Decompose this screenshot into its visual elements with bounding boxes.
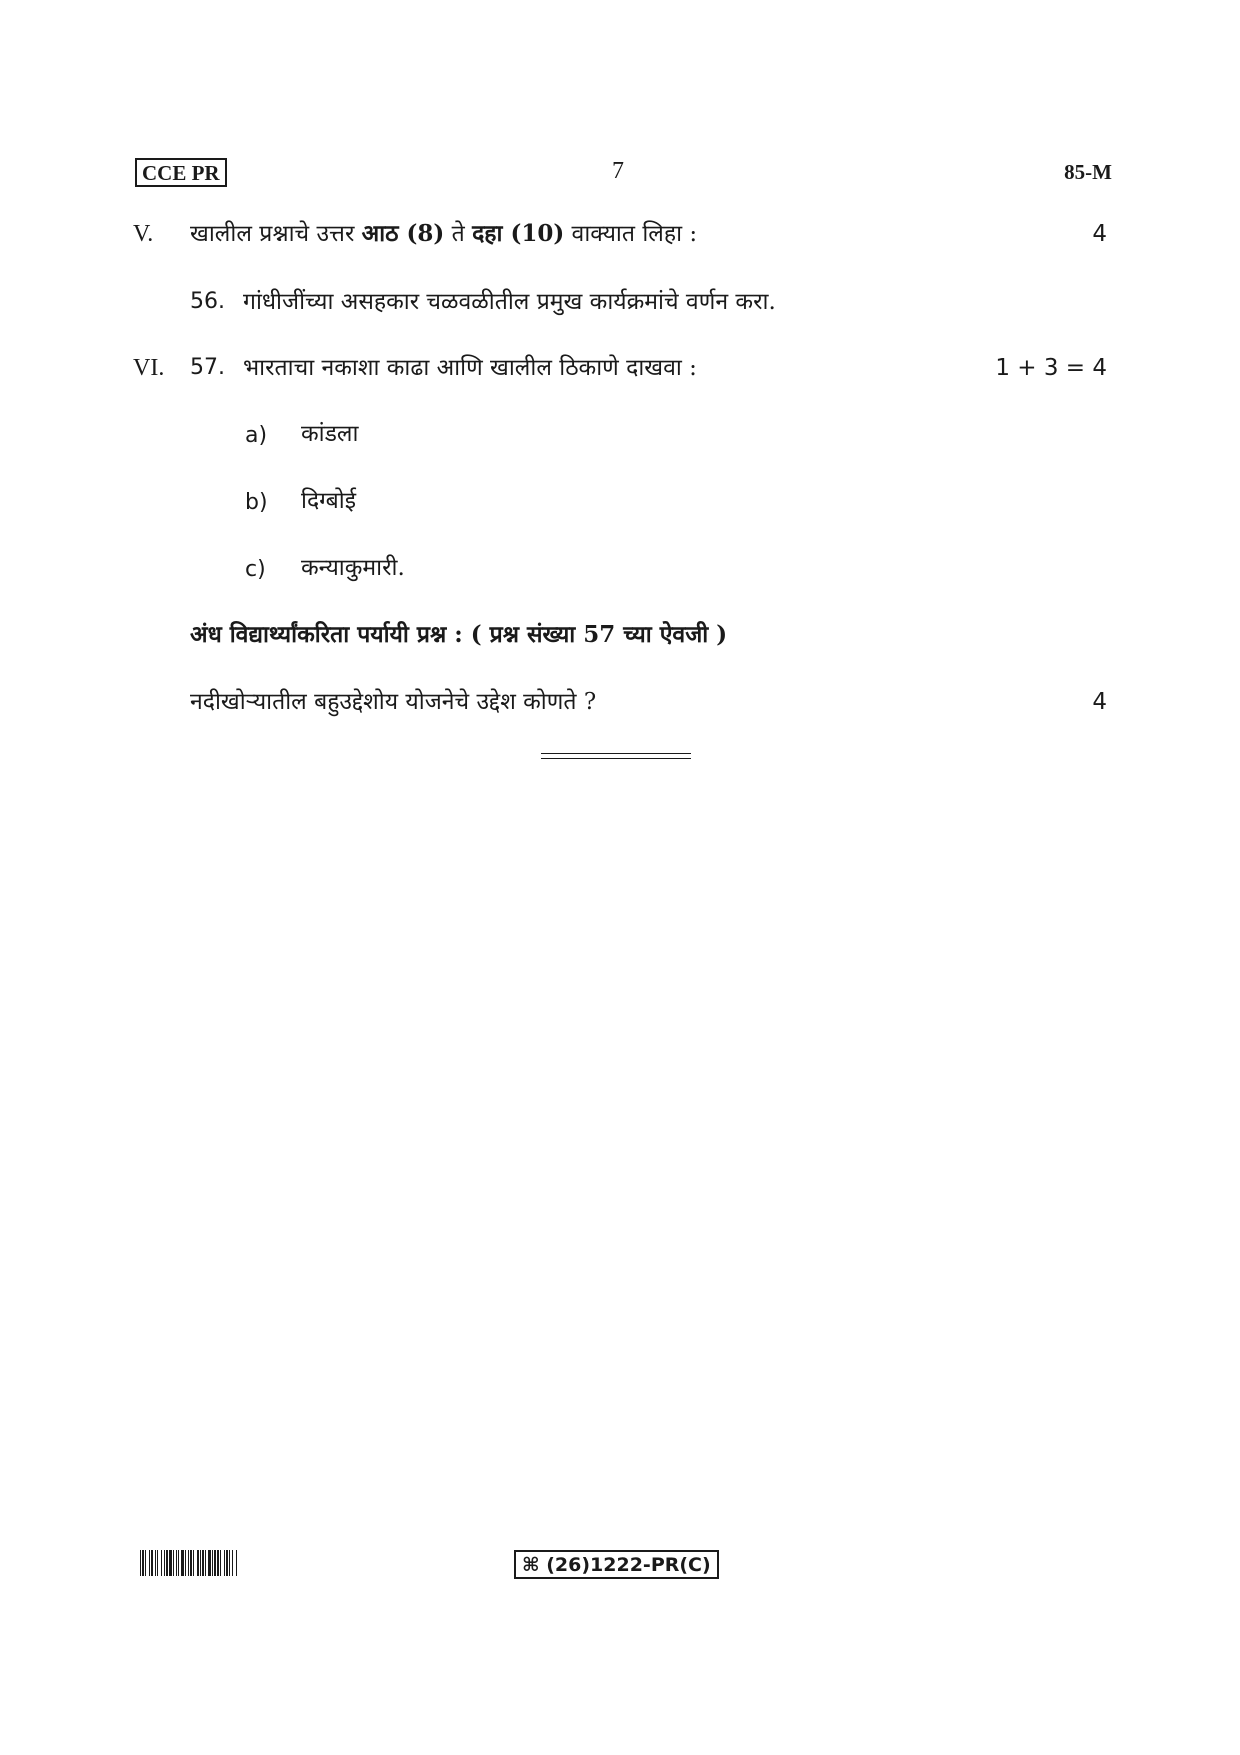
item-c-text: कन्याकुमारी. xyxy=(301,555,405,581)
end-rule-bottom xyxy=(541,758,691,759)
instruction-bold-ten: दहा (10) xyxy=(472,220,565,247)
question-56-number: 56. xyxy=(190,289,225,314)
item-b-label: b) xyxy=(245,490,268,515)
instruction-text-mid: ते xyxy=(444,221,473,247)
item-a-label: a) xyxy=(245,423,268,448)
instruction-text-pre: खालील प्रश्नाचे उत्तर xyxy=(190,221,362,247)
question-56-text: गांधीजींच्या असहकार चळवळीतील प्रमुख कार्यक्रमांचे वर्णन करा. xyxy=(243,289,776,315)
question-57-number: 57. xyxy=(190,355,225,380)
instruction-text-post: वाक्यात लिहा : xyxy=(564,221,698,247)
footer-code-box: ⌘ (26)1222-PR(C) xyxy=(514,1550,719,1579)
item-a-text: कांडला xyxy=(301,421,359,447)
subject-code: 85-M xyxy=(1064,160,1112,184)
alternative-question-text: नदीखोऱ्यातील बहुउद्देशोय योजनेचे उद्देश कोणते ? xyxy=(190,689,597,715)
alternative-question-marks: 4 xyxy=(1092,689,1107,715)
alternative-question-heading: अंध विद्यार्थ्यांकरिता पर्यायी प्रश्न : ( प्रश्न संख्या 57 च्या ऐवजी ) xyxy=(190,621,728,648)
barcode-image xyxy=(140,1550,350,1576)
section-v-roman: V. xyxy=(133,221,154,247)
item-c-label: c) xyxy=(245,557,266,582)
section-v-instruction xyxy=(190,218,697,250)
item-b-text: दिग्बोई xyxy=(301,488,357,514)
instruction-bold-eight: आठ (8) xyxy=(361,220,445,247)
section-v-marks: 4 xyxy=(1092,221,1107,247)
end-rule-top xyxy=(541,753,691,754)
section-vi-roman: VI. xyxy=(133,355,165,381)
question-57-marks: 1 + 3 = 4 xyxy=(995,355,1107,381)
page-number: 7 xyxy=(612,158,624,184)
question-57-text: भारताचा नकाशा काढा आणि खालील ठिकाणे दाखवा : xyxy=(243,355,697,381)
header-code-box: CCE PR xyxy=(135,158,227,187)
